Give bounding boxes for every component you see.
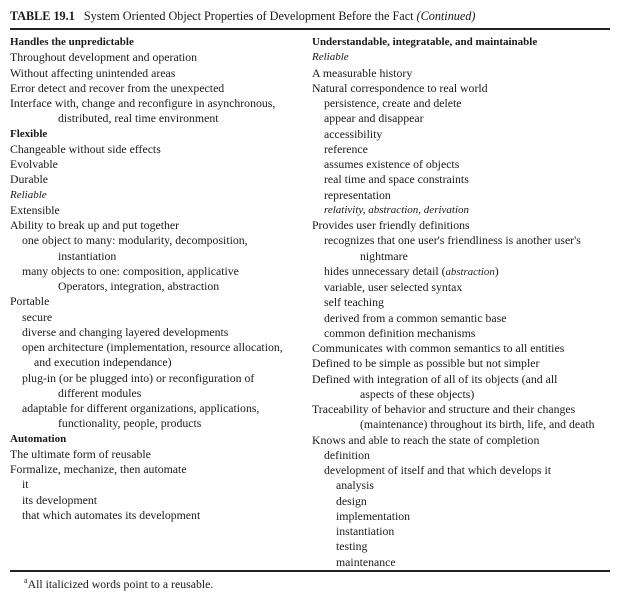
top-rule: [10, 28, 610, 30]
list-subitem: open architecture (implementation, resource allocation,: [22, 340, 283, 354]
list-item-continuation: distributed, real time environment: [58, 111, 219, 126]
list-item: Defined with integration of all of its objects (and all: [312, 371, 558, 386]
list-item-continuation: (maintenance) throughout its birth, life, and death: [360, 417, 595, 432]
list-subitem: common definition mechanisms: [324, 325, 476, 340]
list-item-continuation: instantiation: [58, 248, 117, 263]
italic-reusable-term: Reliable: [312, 51, 349, 64]
list-subitem: its development: [22, 492, 98, 507]
table-continued: (Continued): [416, 9, 476, 23]
list-subitem: derived from a common semantic base: [324, 310, 507, 325]
left-column: [10, 35, 310, 523]
italic-reusable-term: abstraction: [445, 265, 495, 278]
list-item-continuation: and execution independance): [34, 355, 172, 370]
list-subitem: adaptable for different organizations, applications,: [22, 401, 260, 415]
section-heading: Flexible: [10, 127, 48, 140]
list-subitem: self teaching: [324, 295, 384, 310]
list-subitem: one object to many: modularity, decomposition,: [22, 233, 248, 248]
right-column: [312, 35, 610, 570]
list-item: Interface with, change and reconfigure in asynchronous,: [10, 96, 276, 110]
footnote-text: All italicized words point to a reusable.: [27, 577, 214, 591]
italic-reusable-term: relativity, abstraction, derivation: [324, 203, 470, 216]
list-subitem: diverse and changing layered developments: [22, 324, 229, 339]
list-item: Natural correspondence to real world: [312, 80, 488, 95]
list-item: Portable: [10, 294, 50, 309]
list-item: Error detect and recover from the unexpected: [10, 80, 225, 95]
table-caption: [10, 9, 610, 24]
list-subitem: recognizes that one user's friendliness is another user's: [324, 233, 581, 248]
list-item: Throughout development and operation: [10, 50, 198, 65]
list-item: Provides user friendly definitions: [312, 218, 470, 232]
list-subsubitem: testing: [336, 539, 368, 554]
list-subsubitem: maintenance: [336, 554, 396, 569]
list-subitem: real time and space constraints: [324, 172, 469, 187]
table-title: System Oriented Object Properties of Development Before the Fact: [83, 9, 414, 23]
list-subitem: representation: [324, 187, 391, 202]
list-item: Extensible: [10, 202, 60, 217]
list-subitem: plug-in (or be plugged into) or reconfiguration of: [22, 370, 255, 385]
list-subitem: that which automates its development: [22, 507, 201, 522]
section-heading: Automation: [10, 432, 67, 445]
list-item-continuation: nightmare: [360, 248, 408, 263]
list-subitem: accessibility: [324, 126, 383, 141]
list-subitem: assumes existence of objects: [324, 157, 460, 171]
list-item-continuation: Operators, integration, abstraction: [58, 279, 220, 293]
list-item: Communicates with common semantics to all entities: [312, 341, 565, 355]
list-item-continuation: aspects of these objects): [360, 386, 475, 401]
list-subitem: persistence, create and delete: [324, 96, 462, 110]
list-item-continuation: different modules: [58, 385, 142, 400]
list-item: Ability to break up and put together: [10, 218, 180, 232]
list-subitem: secure: [22, 309, 53, 324]
list-subitem-text: hides unnecessary detail (: [324, 263, 446, 278]
list-item: Knows and able to reach the state of completion: [312, 432, 540, 447]
list-item: Traceability of behavior and structure and their changes: [312, 402, 576, 416]
list-subitem: development of itself and that which develops it: [324, 463, 552, 477]
list-subitem: reference: [324, 141, 368, 156]
list-item: The ultimate form of reusable: [10, 446, 151, 461]
section-heading: Understandable, integratable, and maintainable: [312, 36, 538, 48]
list-item: Without affecting unintended areas: [10, 65, 176, 80]
section-heading: Handles the unpredictable: [10, 36, 134, 48]
list-subitem: appear and disappear: [324, 111, 424, 126]
list-item: A measurable history: [312, 65, 413, 80]
list-subitem: [312, 264, 610, 280]
list-subitem: many objects to one: composition, applicative: [22, 263, 239, 278]
list-subsubitem: design: [336, 493, 367, 508]
list-subitem: it: [22, 477, 29, 492]
list-subsubitem: instantiation: [336, 524, 395, 538]
list-subsubitem: implementation: [336, 508, 411, 523]
list-item-continuation: functionality, people, products: [58, 416, 202, 431]
list-subsubitem: analysis: [336, 478, 375, 493]
list-item: Defined to be simple as possible but not simpler: [312, 356, 540, 371]
list-item: Evolvable: [10, 157, 58, 171]
list-item: Formalize, mechanize, then automate: [10, 462, 187, 476]
table-label: TABLE 19.1: [10, 9, 75, 23]
list-item: Changeable without side effects: [10, 141, 161, 156]
list-subitem: definition: [324, 447, 370, 462]
footnote-mark: a: [24, 576, 28, 586]
list-subitem-text: ): [494, 263, 499, 278]
footnote: [24, 577, 213, 592]
italic-reusable-term: Reliable: [10, 188, 47, 201]
list-item: Durable: [10, 172, 48, 187]
list-subitem: variable, user selected syntax: [324, 280, 463, 294]
bottom-rule: [10, 570, 610, 572]
